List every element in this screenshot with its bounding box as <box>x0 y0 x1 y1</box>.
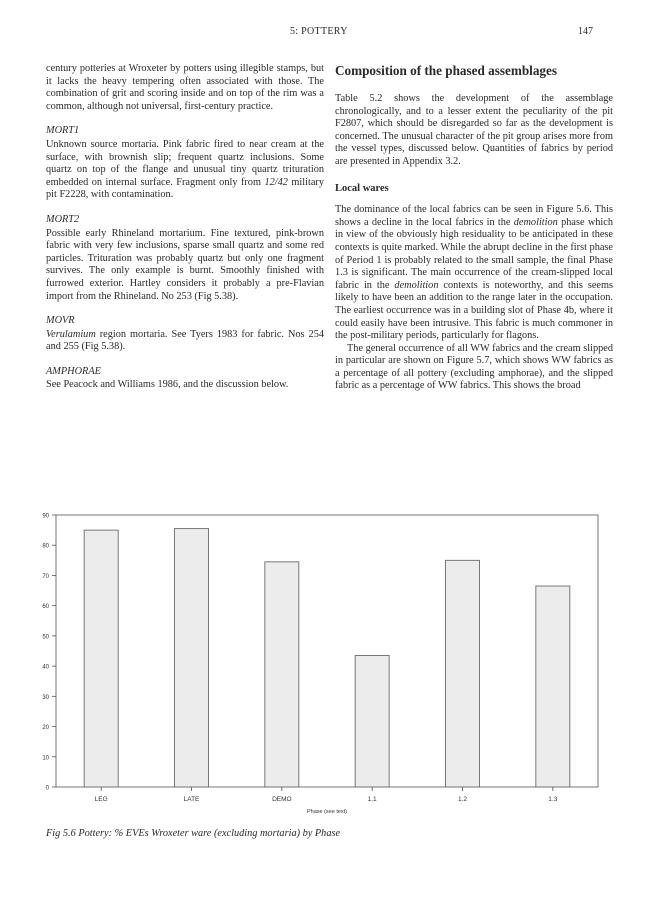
y-tick-label: 50 <box>42 634 49 641</box>
verulamium-term: Verulamium <box>46 328 96 340</box>
y-tick-label: 70 <box>42 573 49 580</box>
y-tick-label: 90 <box>42 513 49 520</box>
x-tick-label: 1.3 <box>548 796 558 803</box>
amphorae-paragraph: See Peacock and Williams 1986, and the discussion below. <box>46 379 289 391</box>
mort1-paragraph: Unknown source mortaria. Pink fabric fired to near cream at the surface, with brownish slip; frequent quartz inclusions. Some quartz on top of the flange and unusual tiny quartz trituration embedded on internal surface. Fragment only from 12/42 military pit F2228, with contamination. <box>46 138 324 201</box>
local-wares-paragraph: The dominance of the local fabrics can be seen in Figure 5.6. This shows a decline in the local fabrics in the demolition phase which in view of the obviously high residuality to be anticipated in these contexts is quite marked. While the abrupt decline in the first phase of Period 1 is probably related to the small sample, the final Phase 1.3 is significant. The main occurrence of the cream-slipped local fabric in the demolition contexts is noteworthy, and this seems likely to have been an addition to the range later in the occupation. The earliest occurrence was in a building slot of Phase 4b, where it could easily have been intrusive. This fabric is much commoner in the post-military periods, particularly for flagons. <box>335 204 613 342</box>
amphorae-heading: AMPHORAE <box>46 365 101 377</box>
plot-area <box>56 515 598 787</box>
y-tick-label: 80 <box>42 543 49 550</box>
pit-reference: 12/42 <box>264 176 288 188</box>
section-heading: Composition of the phased assemblages <box>335 63 558 78</box>
x-tick-label: LATE <box>183 796 200 803</box>
ww-fabrics-paragraph: The general occurrence of all WW fabrics and the cream slipped in particular are shown on Figure 5.7, which shows WW fabrics as a percentage of all pottery (excluding amphorae), and the slipped fabric as a percentage of WW fabrics. This shows the broad <box>335 342 613 392</box>
y-tick-label: 60 <box>42 604 49 611</box>
x-axis-label: Phase (see text) <box>306 809 348 815</box>
bar <box>355 656 389 787</box>
page-number: 147 <box>578 26 593 37</box>
mort1-heading: MORT1 <box>46 125 80 137</box>
bar <box>536 586 570 787</box>
y-tick-label: 20 <box>42 725 49 732</box>
x-tick-label: LEG <box>94 796 108 803</box>
x-tick-label: DEMO <box>272 796 292 803</box>
local-wares-heading: Local wares <box>335 182 389 194</box>
y-tick-label: 10 <box>42 755 49 762</box>
y-tick-label: 0 <box>45 785 49 792</box>
composition-paragraph: Table 5.2 shows the development of the assemblage chronologically, and to a lesser extent the peculiarity of the pit F2807, which should be disregarded so far as the development is concerned. The unusual character of the pit group arises more from the vessel types, discussed below. Quantities of fabrics by period are presented in Appendix 3.2. <box>335 93 613 167</box>
right-column <box>335 63 613 393</box>
demolition-term: demolition <box>394 279 439 291</box>
movr-heading: MOVR <box>46 315 75 327</box>
chart-svg <box>30 510 610 820</box>
section-title: 5: POTTERY <box>290 26 348 37</box>
figure-caption: Fig 5.6 Pottery: % EVEs Wroxeter ware (excluding mortaria) by Phase <box>46 828 341 839</box>
bar <box>84 530 118 787</box>
bar <box>175 529 209 787</box>
bar <box>265 562 299 787</box>
left-column <box>46 63 324 392</box>
x-tick-label: 1.1 <box>367 796 377 803</box>
bar-chart <box>30 510 610 820</box>
y-tick-label: 40 <box>42 664 49 671</box>
x-tick-label: 1.2 <box>457 796 468 803</box>
movr-paragraph: Verulamium region mortaria. See Tyers 1983 for fabric. Nos 254 and 255 (Fig 5.38). <box>46 328 324 353</box>
demolition-term: demolition <box>513 216 558 228</box>
mort2-heading: MORT2 <box>46 213 80 225</box>
mort2-paragraph: Possible early Rhineland mortarium. Fine textured, pink-brown fabric with very few inclusions, sparse small quartz and some red particles. Trituration was probably quartz but only one fragment survives. The only example is burnt. Smoothly finished with furrowed exterior. Hartley considers it probably a pre-Flavian import from the Rhineland. No 253 (Fig 5.38). <box>46 227 324 302</box>
y-tick-label: 30 <box>42 694 49 701</box>
intro-paragraph: century potteries at Wroxeter by potters using illegible stamps, but it lacks the heavy tempering often associated with those. The combination of grit and scoring inside and on top of the rim was a common, although not universal, first-century practice. <box>46 63 324 112</box>
bar <box>446 560 480 787</box>
